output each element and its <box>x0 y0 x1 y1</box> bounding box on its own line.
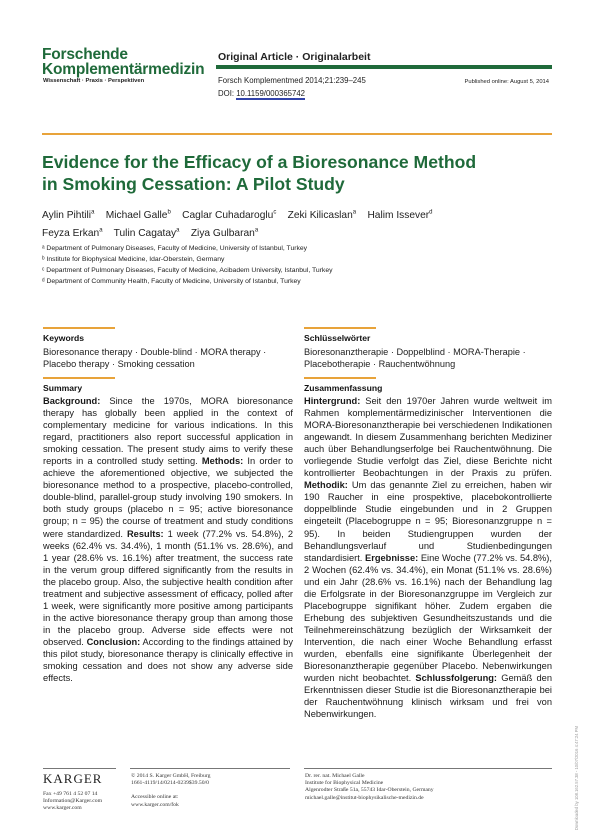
publisher-web[interactable]: www.karger.com <box>43 805 82 812</box>
schluesselwoerter-list: Bioresonanztherapie · Doppelblind · MORA-Therapie · Placebotherapie · Rauchentwöhnung <box>304 347 526 369</box>
author: Zeki Kilicaslan$^a$ <box>287 210 357 222</box>
article-title: Evidence for the Efficacy of a Bioresonance Method in Smoking Cessation: A Pilot Study <box>42 152 477 194</box>
copyright-block: © 2014 S. Karger GmbH, Freiburg 1661-4119/14/0214-0239$39.50/0 Accessible online at: www.karger.com/fok <box>131 773 211 808</box>
zusammenfassung-heading: Zusammenfassung <box>304 383 383 393</box>
keywords-heading: Keywords <box>43 333 85 343</box>
author: Feyza Erkan$^a$ <box>42 227 103 239</box>
keywords-rule <box>43 327 115 329</box>
schluesselwoerter-heading: Schlüsselwörter <box>304 333 371 343</box>
author: Aylin Pihtili$^a$ <box>42 210 95 222</box>
affiliation: ᵃ Department of Pulmonary Diseases, Faculty of Medicine, University of Istanbul, Turkey <box>42 245 308 252</box>
author: Michael Galle$^b$ <box>105 210 171 222</box>
author: Tulin Cagatay$^a$ <box>113 227 180 239</box>
author: Halim Issever$^d$ <box>367 210 433 222</box>
schluesselwoerter-rule <box>304 327 376 329</box>
keywords-list: Bioresonance therapy · Double-blind · MORA therapy · Placebo therapy · Smoking cessation <box>43 347 267 369</box>
zusammenfassung-rule <box>304 377 376 379</box>
author-list <box>42 206 562 241</box>
journal-url[interactable]: www.karger.com/fok <box>131 801 179 808</box>
title-rule <box>42 133 552 135</box>
publisher-contact: Fax +49 761 4 52 07 14 Information@Karger.com www.karger.com <box>43 791 102 812</box>
doi-label: DOI: <box>218 89 237 98</box>
footer-rule <box>43 768 116 769</box>
publisher-logo: KARGER <box>43 771 103 786</box>
footer-rule <box>130 768 290 769</box>
affiliation: ᵇ Institute for Biophysical Medicine, Idar-Oberstein, Germany <box>42 256 225 263</box>
footer-rule <box>304 768 552 769</box>
author: Ziya Gulbaran$^a$ <box>190 227 259 239</box>
journal-subtitle: Wissenschaft · Praxis · Perspektiven <box>43 78 145 84</box>
header-rule <box>216 65 552 69</box>
affiliation: ᶜ Department of Pulmonary Diseases, Faculty of Medicine, Acibadem University, Istanbul, Turkey <box>42 267 333 274</box>
doi-row <box>218 89 305 98</box>
article-type: Original Article · Originalarbeit <box>218 51 371 63</box>
summary-rule <box>43 377 115 379</box>
doi-link[interactable]: 10.1159/000365742 <box>236 89 306 98</box>
zusammenfassung-text: Hintergrund: Seit den 1970er Jahren wurde weltweit im Rahmen komplementärmedizinischer Interventionen die MORA-Bioresonanztherapie bei verschiedenen Indikationen angewandt. In diesem Zusammenhang berichten Mediziner auch über Behandlungserfolge bei Rauchentwöhnung. Die vorliegende Studie verfolgt das Ziel, diese Berichte nicht kontrollierter Beobachtungen in der Praxis zu prüfen. Methodik: Um das genannte Ziel zu erreichen, haben wir 190 Raucher in eine prospektive, placebokontrollierte doppelblinde Studie eingebunden und in 2 Gruppen eingeteilt (Placebogruppe n = 95; Bioresonanzgruppe n = 95). In beiden Studiengruppen wurden der Behandlungsverlauf und Studienbedingungen standardisiert. Ergebnisse: Eine Woche (77.2% vs. 54.8%), 2 Wochen (62.4% vs. 34.4%), ein Monat (51.1% vs. 28.6%) und ein Jahr (28.6% vs. 16.1%) nach der Behandlung lag die Erfolgsrate in der Bioresonanzgruppe im Vergleich zur Placebogruppe signifikant höher. Zudem ergaben die Erhebung des subjektiven Gesundheitszustands und die Teilnehmereinschätzung bezüglich der Wirksamkeit der Intervention, die nach einer Woche Behandlung erfasst wurden, ebenfalls eine signifikante Überlegenheit der Bioresonanztherapie gegenüber Placebo. Nebenwirkungen wurden nicht beobachtet. Schlussfolgerung: Gemäß den Erkenntnissen dieser Studie ist die Bioresonanztherapie bei der Rauchentwöhnung klinisch wirksam und frei von Nebenwirkungen. <box>304 396 552 720</box>
summary-text: Background: Since the 1970s, MORA bioresonance therapy has globally been applied in the context of complementary medicine for various indications. In this regard, practitioners also report successful application in smoking cessation. The present study aims to verify these reports in a controlled study setting. Methods: In order to achieve the aforementioned objective, we subjected the bioresonance method to a prospective, placebo-controlled, double-blind, parallel-group study involving 190 smokers. In both study groups (placebo n = 95; active bioresonance group; n = 95) the course of treatment and study conditions were standardized. Results: 1 week (77.2% vs. 54.8%), 2 weeks (62.4% vs. 34.4%), 1 month (51.1% vs. 28.6%), and 1 year (28.6% vs. 16.1%) after treatment, the success rate in the verum group differed significantly from the results in the placebo group. Also, the subjective health condition after treatment and subjective assessment of efficacy, polled after 1 week, were significantly more positive among participants in the active bioresonance therapy group than among those in the placebo group. Adverse side effects were not observed. Conclusion: According to the findings attained by this pilot study, bioresonance therapy is clinically effective in smoking cessation and does not show any adverse side effects. <box>43 396 294 684</box>
correspondence-block: Dr. rer. nat. Michael Galle Institute for Biophysical Medicine Algenrodter Straße 51a, 55743 Idar-Oberstein, Germany michael.galle@institut-biophysikalische-medizin.de <box>305 773 434 801</box>
citation: Forsch Komplementmed 2014;21:239–245 <box>218 76 366 85</box>
download-watermark: Downloaded by 108.162.57.38 - 10/07/2016 4:47:24 PM <box>574 725 579 830</box>
summary-heading: Summary <box>43 383 83 393</box>
author: Caglar Cuhadaroglu$^c$ <box>182 210 277 222</box>
journal-name: Forschende Komplementärmedizin <box>42 46 205 78</box>
published-online: Published online: August 5, 2014 <box>464 79 549 85</box>
correspondence-email[interactable]: michael.galle@institut-biophysikalische-medizin.de <box>305 794 424 801</box>
affiliation: ᵈ Department of Community Health, Faculty of Medicine, University of Istanbul, Turkey <box>42 278 301 285</box>
publisher-email[interactable]: Information@Karger.com <box>43 798 102 805</box>
